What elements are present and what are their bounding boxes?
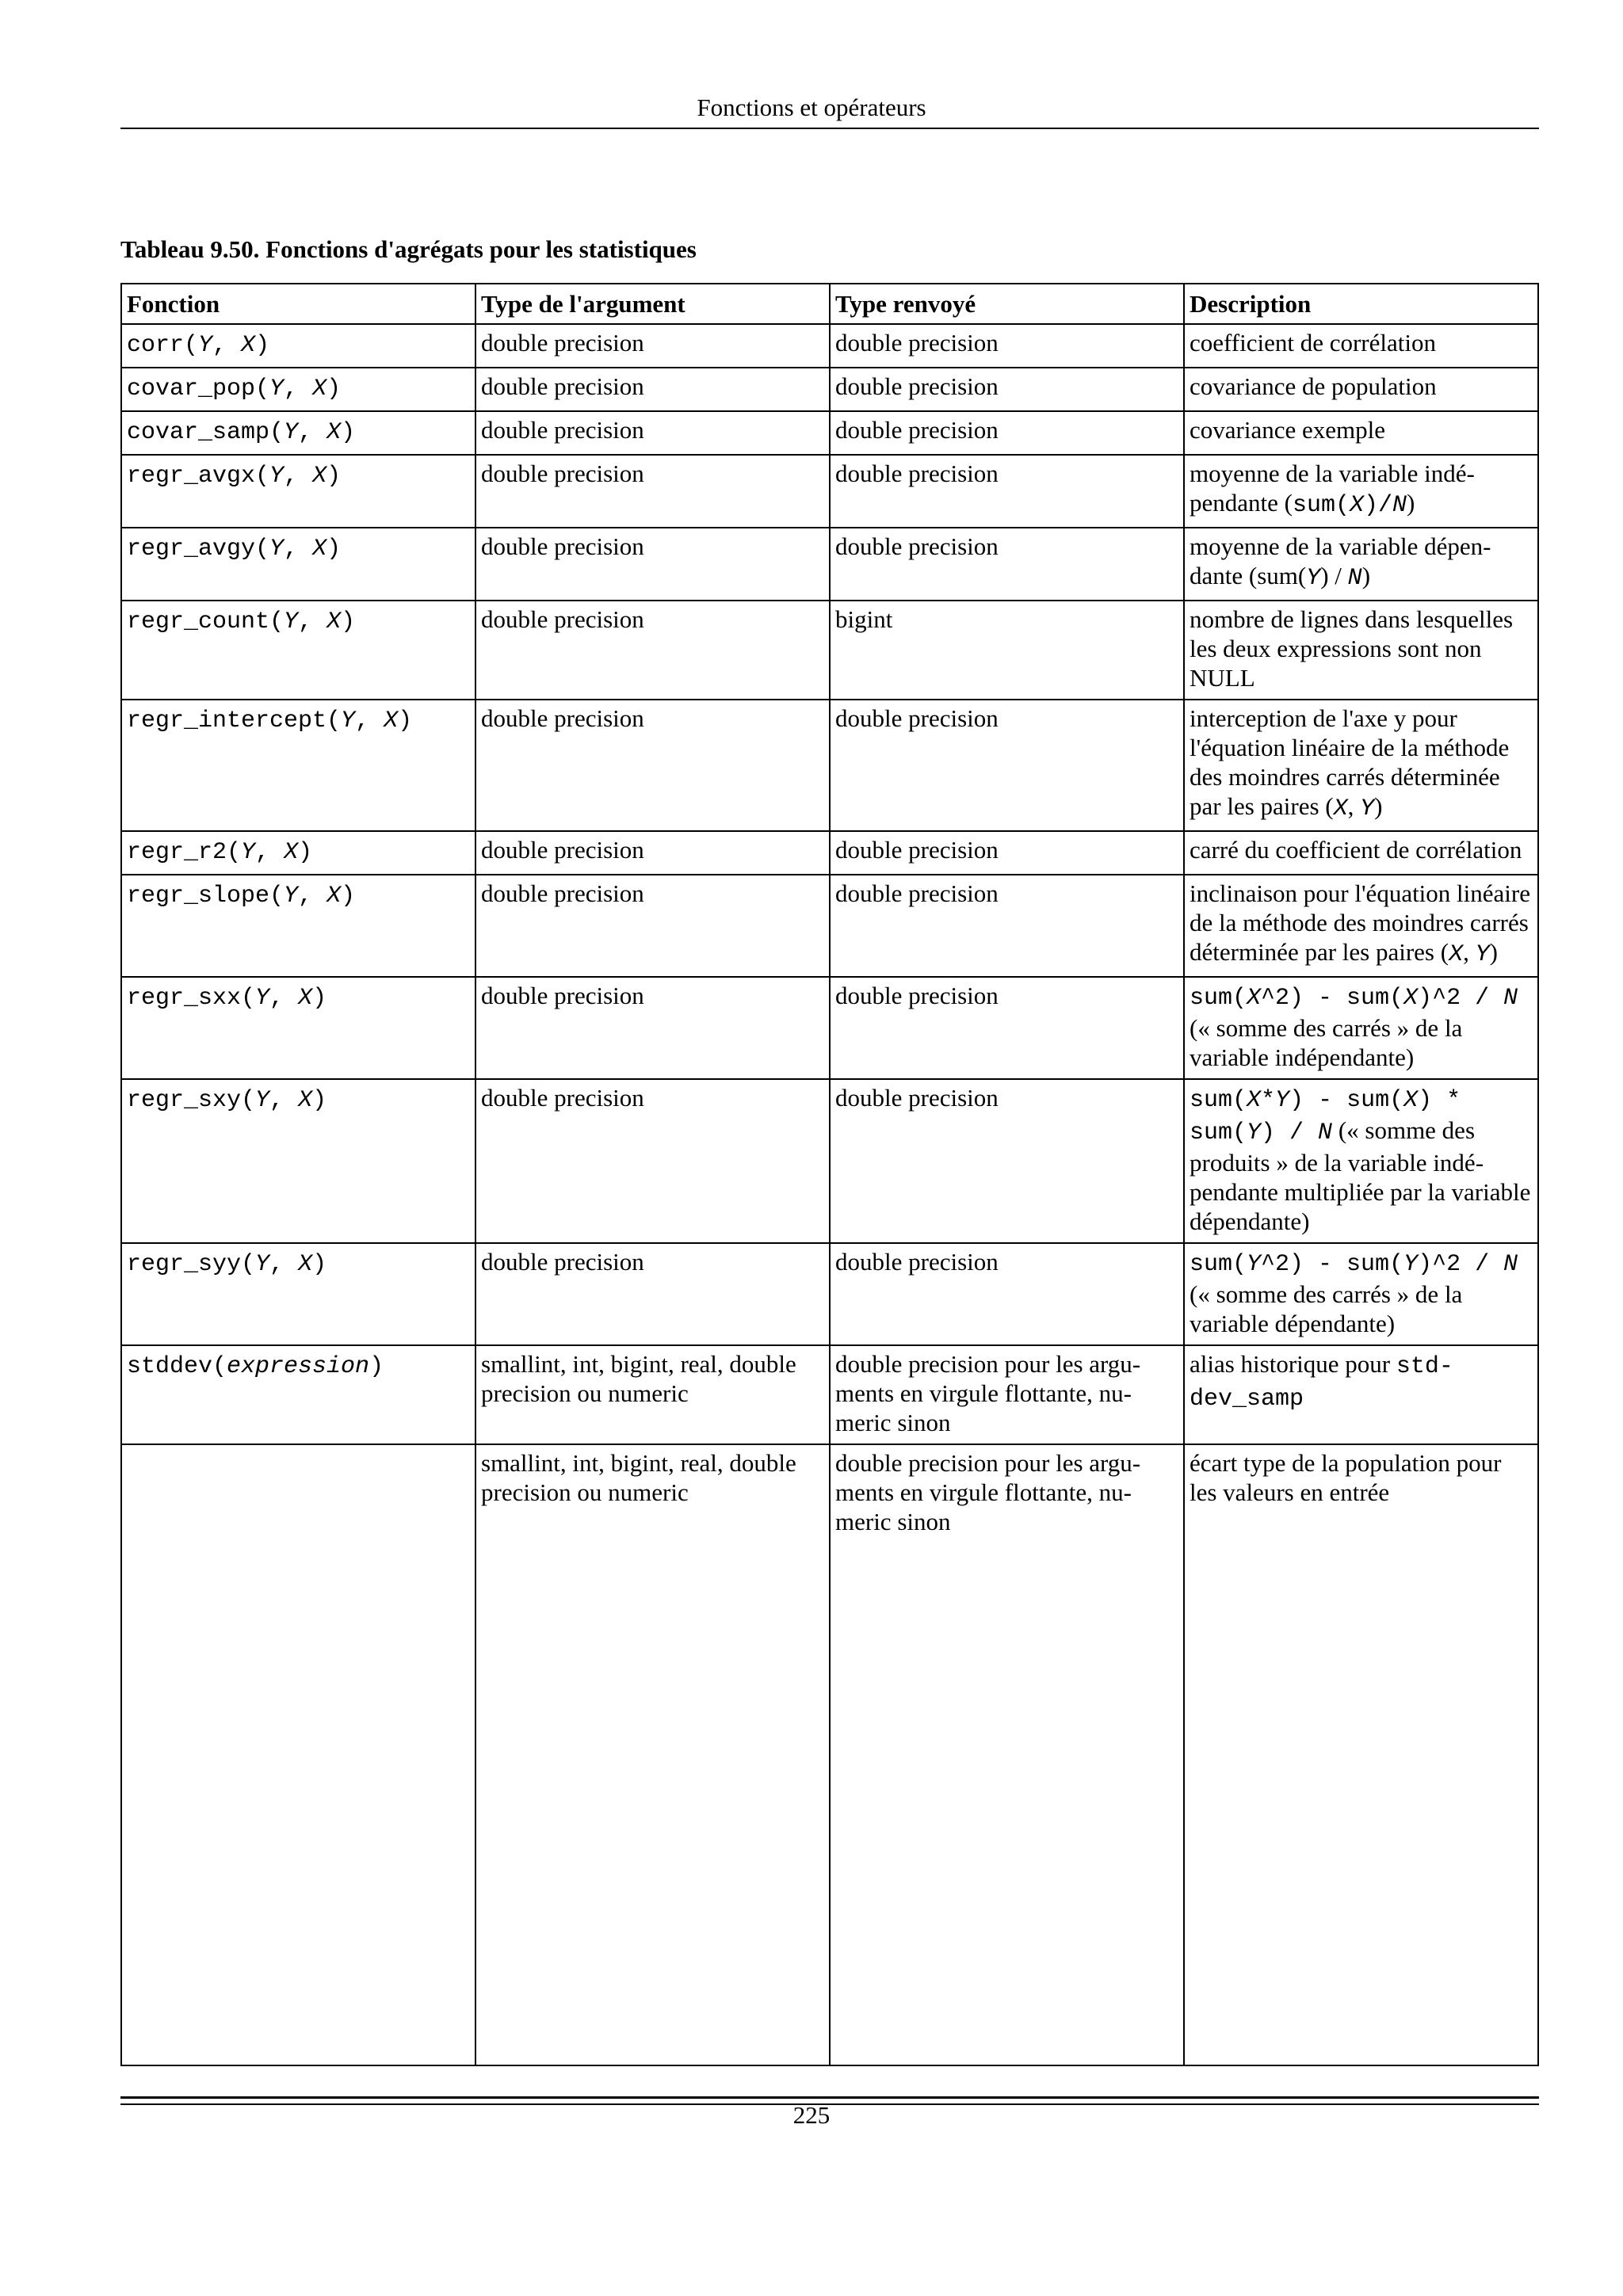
- table-row: [121, 977, 1538, 1079]
- code-fragment: sum(: [1190, 1087, 1247, 1114]
- code-fragment: ,: [255, 839, 285, 866]
- code-fragment: X: [298, 1251, 313, 1278]
- cell-return-type: double precision: [830, 1079, 1184, 1243]
- cell-description: [1184, 528, 1538, 601]
- cell-argument-type: double precision: [475, 411, 830, 455]
- code-fragment: sum(: [1190, 985, 1247, 1012]
- code-fragment: N: [1392, 492, 1407, 519]
- table-row: [121, 324, 1538, 368]
- code-fragment: X: [1247, 985, 1262, 1012]
- table-row: [121, 528, 1538, 601]
- cell-description: [1184, 831, 1538, 875]
- code-fragment: ): [369, 1353, 384, 1380]
- code-fragment: regr_sxy(: [127, 1087, 256, 1114]
- code-fragment: X: [298, 1087, 313, 1114]
- cell-function: [121, 977, 475, 1079]
- cell-argument-type: double precision: [475, 875, 830, 977]
- cell-return-type: double precision: [830, 831, 1184, 875]
- code-fragment: regr_r2(: [127, 839, 242, 866]
- code-fragment: N: [1318, 1119, 1333, 1146]
- cell-argument-type: double precision: [475, 1079, 830, 1243]
- code-fragment: Y: [198, 332, 213, 359]
- code-fragment: ,: [355, 707, 384, 734]
- code-fragment: X: [312, 536, 327, 563]
- cell-function: [121, 528, 475, 601]
- code-fragment: X: [1247, 1087, 1262, 1114]
- code-fragment: Y: [255, 1251, 270, 1278]
- aggregate-functions-table: [120, 283, 1539, 2066]
- code-fragment: ,: [284, 463, 313, 490]
- header-rule: [120, 128, 1539, 129]
- code-fragment: N: [1347, 565, 1362, 592]
- table-row: [121, 831, 1538, 875]
- code-fragment: X: [1403, 1087, 1419, 1114]
- table-row: [121, 1243, 1538, 1345]
- code-fragment: Y: [1306, 565, 1321, 592]
- cell-return-type: double precision: [830, 875, 1184, 977]
- code-fragment: Y: [269, 536, 285, 563]
- text-fragment: (« somme des produits » de la variable indépendante multipliée par la variable dépendante): [1190, 1116, 1531, 1235]
- code-fragment: ,: [269, 1251, 299, 1278]
- table-body: [121, 324, 1538, 2065]
- code-fragment: Y: [1247, 1119, 1262, 1146]
- cell-description: [1184, 1444, 1538, 2065]
- cell-description: [1184, 977, 1538, 1079]
- code-fragment: X: [284, 839, 299, 866]
- cell-return-type: double precision: [830, 368, 1184, 411]
- cell-return-type: double precision pour les arguments en virgule flottante, numeric sinon: [830, 1444, 1184, 2065]
- cell-return-type: double precision: [830, 528, 1184, 601]
- cell-description: [1184, 700, 1538, 831]
- code-fragment: ^2) - sum(: [1261, 985, 1404, 1012]
- cell-description: [1184, 1079, 1538, 1243]
- code-fragment: regr_avgx(: [127, 463, 270, 490]
- text-fragment: interception de l'axe y pour l'équation linéaire de la méthode des moindres carrés déterminée par les paires (: [1190, 704, 1510, 820]
- text-fragment: ): [1374, 792, 1383, 820]
- cell-description: [1184, 411, 1538, 455]
- code-fragment: sum(: [1190, 1251, 1247, 1278]
- running-header: Fonctions et opérateurs: [697, 93, 926, 121]
- text-fragment: ): [1361, 562, 1371, 589]
- cell-return-type: double precision: [830, 700, 1184, 831]
- code-fragment: ): [341, 608, 356, 635]
- cell-function: [121, 875, 475, 977]
- cell-description: [1184, 1345, 1538, 1444]
- text-fragment: moyenne de la variable indépendante (: [1190, 460, 1475, 517]
- code-fragment: X: [327, 419, 342, 446]
- code-fragment: X: [312, 463, 327, 490]
- table-row: [121, 411, 1538, 455]
- code-fragment: Y: [284, 608, 299, 635]
- code-fragment: Y: [1275, 1087, 1290, 1114]
- cell-argument-type: double precision: [475, 455, 830, 528]
- cell-argument-type: double precision: [475, 977, 830, 1079]
- cell-description: [1184, 455, 1538, 528]
- code-fragment: Y: [1475, 941, 1490, 968]
- code-fragment: Y: [255, 985, 270, 1012]
- text-fragment: coefficient de corrélation: [1190, 329, 1436, 357]
- code-fragment: ): [341, 883, 356, 910]
- table-row: [121, 875, 1538, 977]
- code-fragment: ^2) - sum(: [1261, 1251, 1404, 1278]
- code-fragment: )/: [1364, 492, 1393, 519]
- page-number: 225: [792, 2101, 831, 2129]
- cell-function: [121, 601, 475, 700]
- table-header-row: [121, 284, 1538, 324]
- code-fragment: X: [1403, 985, 1419, 1012]
- code-fragment: ,: [212, 332, 242, 359]
- table-caption: Tableau 9.50. Fonctions d'agrégats pour les statistiques: [120, 235, 697, 263]
- code-fragment: ): [312, 985, 327, 1012]
- table-row: [121, 601, 1538, 700]
- cell-return-type: double precision: [830, 324, 1184, 368]
- text-fragment: ): [1489, 938, 1498, 966]
- cell-function: [121, 831, 475, 875]
- cell-function: [121, 1243, 475, 1345]
- cell-function: [121, 1345, 475, 1444]
- code-fragment: ): [298, 839, 313, 866]
- code-fragment: X: [1449, 941, 1464, 968]
- code-fragment: ): [327, 463, 342, 490]
- text-fragment: ,: [1347, 792, 1361, 820]
- code-fragment: Y: [284, 419, 299, 446]
- code-fragment: ,: [298, 883, 327, 910]
- code-fragment: Y: [1403, 1251, 1419, 1278]
- code-fragment: X: [1349, 492, 1364, 519]
- table-row: [121, 1345, 1538, 1444]
- code-fragment: Y: [241, 839, 256, 866]
- code-fragment: )^2 /: [1418, 985, 1504, 1012]
- cell-argument-type: smallint, int, bigint, real, double precision ou numeric: [475, 1345, 830, 1444]
- cell-description: [1184, 601, 1538, 700]
- cell-return-type: double precision: [830, 455, 1184, 528]
- code-fragment: stddev(: [127, 1353, 227, 1380]
- code-fragment: corr(: [127, 332, 199, 359]
- code-fragment: ): [312, 1251, 327, 1278]
- code-fragment: X: [327, 883, 342, 910]
- cell-return-type: double precision: [830, 977, 1184, 1079]
- cell-argument-type: double precision: [475, 601, 830, 700]
- text-fragment: alias historique pour: [1190, 1350, 1396, 1378]
- code-fragment: ): [312, 1087, 327, 1114]
- code-fragment: X: [312, 376, 327, 402]
- header-return-type: Type renvoyé: [830, 284, 1184, 324]
- cell-description: [1184, 1243, 1538, 1345]
- cell-return-type: bigint: [830, 601, 1184, 700]
- code-fragment: Y: [269, 376, 285, 402]
- code-fragment: ) /: [1261, 1119, 1319, 1146]
- code-fragment: Y: [269, 463, 285, 490]
- cell-function: [121, 411, 475, 455]
- cell-argument-type: double precision: [475, 700, 830, 831]
- text-fragment: moyenne de la variable dépendante (sum(: [1190, 532, 1491, 589]
- cell-description: [1184, 368, 1538, 411]
- table-row: [121, 700, 1538, 831]
- cell-argument-type: double precision: [475, 1243, 830, 1345]
- table-row: [121, 455, 1538, 528]
- header-argument-type: Type de l'argument: [475, 284, 830, 324]
- code-fragment: regr_avgy(: [127, 536, 270, 563]
- text-fragment: ) /: [1320, 562, 1348, 589]
- text-fragment: (« somme des carrés » de la variable indépendante): [1190, 1014, 1463, 1071]
- cell-argument-type: smallint, int, bigint, real, double precision ou numeric: [475, 1444, 830, 2065]
- cell-function: [121, 1444, 475, 2065]
- cell-return-type: double precision pour les arguments en virgule flottante, numeric sinon: [830, 1345, 1184, 1444]
- code-fragment: X: [1333, 795, 1348, 822]
- cell-argument-type: double precision: [475, 368, 830, 411]
- header-description: Description: [1184, 284, 1538, 324]
- cell-description: [1184, 324, 1538, 368]
- code-fragment: X: [298, 985, 313, 1012]
- text-fragment: carré du coefficient de corrélation: [1190, 836, 1522, 864]
- text-fragment: nombre de lignes dans lesquelles les deux expressions sont non NULL: [1190, 605, 1514, 692]
- code-fragment: covar_samp(: [127, 419, 285, 446]
- text-fragment: ,: [1463, 938, 1476, 966]
- code-fragment: expression: [227, 1353, 370, 1380]
- cell-function: [121, 1079, 475, 1243]
- cell-function: [121, 700, 475, 831]
- code-fragment: ,: [284, 536, 313, 563]
- code-fragment: )^2 /: [1418, 1251, 1504, 1278]
- table-row: [121, 1444, 1538, 2065]
- code-fragment: ) - sum(: [1289, 1087, 1404, 1114]
- code-fragment: ): [341, 419, 356, 446]
- table-row: [121, 1079, 1538, 1243]
- cell-description: [1184, 875, 1538, 977]
- code-fragment: Y: [255, 1087, 270, 1114]
- code-fragment: Y: [1360, 795, 1375, 822]
- text-fragment: écart type de la population pour les valeurs en entrée: [1190, 1449, 1502, 1506]
- code-fragment: ): [255, 332, 270, 359]
- cell-argument-type: double precision: [475, 324, 830, 368]
- code-fragment: ): [327, 376, 342, 402]
- code-fragment: X: [384, 707, 399, 734]
- code-fragment: ): [398, 707, 413, 734]
- text-fragment: ): [1407, 489, 1415, 517]
- cell-return-type: double precision: [830, 1243, 1184, 1345]
- code-fragment: Y: [284, 883, 299, 910]
- code-fragment: Y: [341, 707, 356, 734]
- code-fragment: N: [1503, 1251, 1518, 1278]
- code-fragment: sum(: [1292, 492, 1350, 519]
- code-fragment: regr_count(: [127, 608, 285, 635]
- cell-return-type: double precision: [830, 411, 1184, 455]
- code-fragment: regr_sxx(: [127, 985, 256, 1012]
- text-fragment: (« somme des carrés » de la variable dépendante): [1190, 1280, 1463, 1337]
- code-fragment: X: [241, 332, 256, 359]
- code-fragment: regr_syy(: [127, 1251, 256, 1278]
- code-fragment: regr_intercept(: [127, 707, 342, 734]
- code-fragment: ,: [284, 376, 313, 402]
- cell-function: [121, 368, 475, 411]
- text-fragment: covariance de population: [1190, 372, 1437, 400]
- code-fragment: regr_slope(: [127, 883, 285, 910]
- code-fragment: ) * sum(: [1190, 1087, 1461, 1146]
- code-fragment: ,: [269, 985, 299, 1012]
- code-fragment: ,: [298, 608, 327, 635]
- footer-rule: [120, 2096, 1539, 2099]
- header-function: Fonction: [121, 284, 475, 324]
- cell-function: [121, 324, 475, 368]
- code-fragment: *: [1261, 1087, 1276, 1114]
- cell-argument-type: double precision: [475, 831, 830, 875]
- code-fragment: Y: [1247, 1251, 1262, 1278]
- code-fragment: covar_pop(: [127, 376, 270, 402]
- table-row: [121, 368, 1538, 411]
- cell-function: [121, 455, 475, 528]
- code-fragment: ): [327, 536, 342, 563]
- code-fragment: stddev_samp: [1190, 1353, 1453, 1413]
- text-fragment: covariance exemple: [1190, 416, 1385, 444]
- code-fragment: ,: [298, 419, 327, 446]
- cell-argument-type: double precision: [475, 528, 830, 601]
- code-fragment: ,: [269, 1087, 299, 1114]
- text-fragment: inclinaison pour l'équation linéaire de la méthode des moindres carrés déterminée par les paires (: [1190, 879, 1530, 966]
- code-fragment: X: [327, 608, 342, 635]
- code-fragment: N: [1503, 985, 1518, 1012]
